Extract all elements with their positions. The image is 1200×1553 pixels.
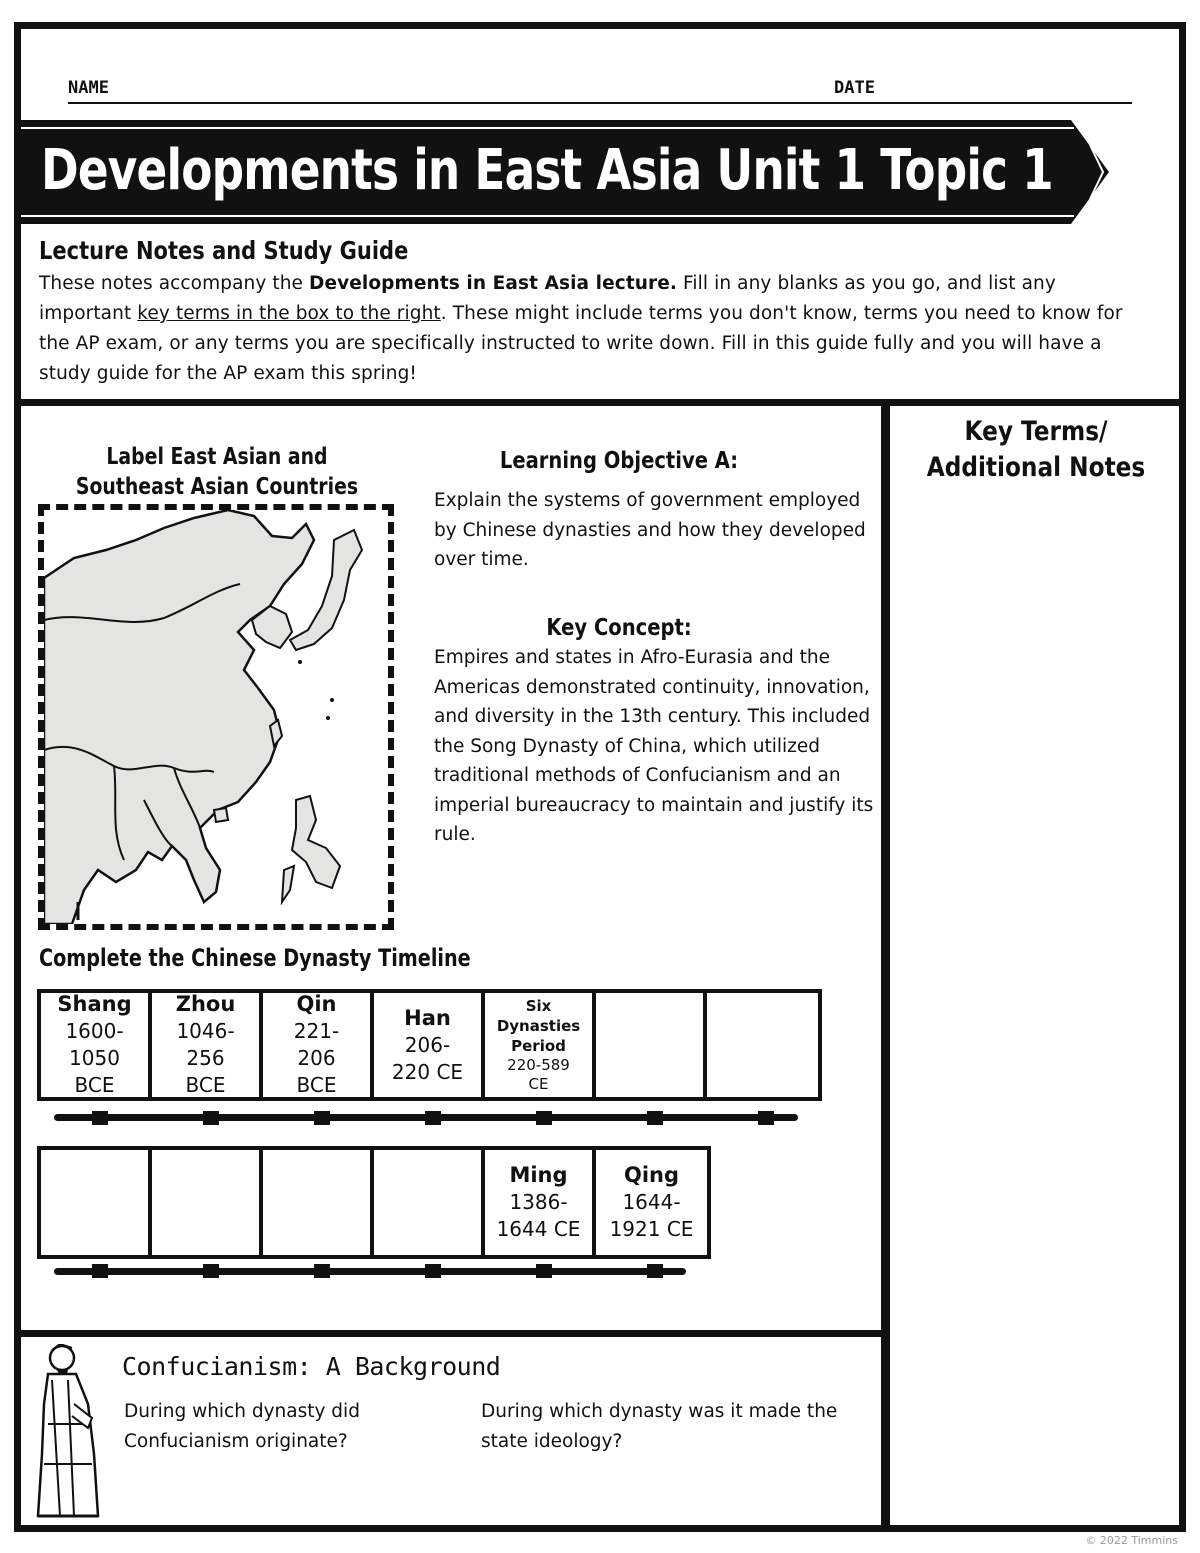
dynasty-name: Ming [509, 1163, 568, 1187]
dynasty-name: Period [511, 1037, 566, 1055]
timeline-tick [425, 1264, 441, 1278]
confucianism-heading: Confucianism: A Background [122, 1352, 501, 1381]
dynasty-cell-blank[interactable] [263, 1150, 374, 1255]
dynasty-dates: BCE [74, 1073, 115, 1097]
learning-objective-text: Explain the systems of government employed by Chinese dynasties and how they developed over time. [434, 490, 866, 570]
dynasty-dates: 220-589 [507, 1056, 570, 1074]
dynasty-dates: 1644- [622, 1190, 681, 1214]
timeline-tick [425, 1111, 441, 1125]
sidebar-divider [881, 406, 890, 1525]
question-state-ideology: During which dynasty was it made the state ideology? [481, 1401, 838, 1452]
dynasty-dates: 220 CE [391, 1059, 464, 1084]
title-banner [21, 120, 1111, 224]
dynasty-dates: 221- [293, 1019, 340, 1043]
dynasty-cell-han [374, 993, 485, 1097]
dynasty-cell-blank[interactable] [707, 993, 818, 1097]
page-title: Developments in East Asia Unit 1 Topic 1 [41, 138, 1053, 203]
dynasty-dates: 1644 CE [496, 1217, 581, 1241]
question-origin: During which dynasty did Confucianism originate? [124, 1401, 360, 1452]
dynasty-dates: BCE [296, 1073, 337, 1097]
key-concept-heading: Key Concept: [546, 615, 692, 641]
dynasty-dates: 1050 [69, 1046, 120, 1070]
dynasty-cell-zhou [152, 993, 263, 1097]
copyright: © 2022 Timmins [1085, 1534, 1178, 1547]
dynasty-cell-blank[interactable] [596, 993, 707, 1097]
divider [21, 399, 1179, 406]
dynasty-name: Dynasties [496, 1017, 581, 1035]
dynasty-cell-qin [263, 993, 374, 1097]
dynasty-dates: 1386- [509, 1190, 568, 1214]
timeline-tick [203, 1111, 219, 1125]
dynasty-cell-blank[interactable] [374, 1150, 485, 1255]
dynasty-cell-qing [596, 1150, 707, 1255]
timeline-tick [314, 1264, 330, 1278]
key-concept-text: Empires and states in Afro-Eurasia and the Americas demonstrated continuity, innovation, and diversity in the 13th century. This included the Song Dynasty of China, which utilized traditional methods of Confucianism and an imperial bureaucracy to maintain and justify its rule. [434, 647, 874, 845]
dynasty-dates: 206- [404, 1032, 451, 1057]
east-asia-map [38, 504, 394, 930]
learning-objective-heading: Learning Objective A: [499, 448, 739, 474]
dynasty-cell-blank[interactable] [152, 1150, 263, 1255]
key-concept [434, 615, 874, 850]
dynasty-cell-blank[interactable] [41, 1150, 152, 1255]
timeline-row-1 [37, 989, 822, 1101]
map-heading: Label East Asian and Southeast Asian Countries [75, 444, 359, 500]
dynasty-name: Shang [57, 992, 132, 1016]
learning-objective [434, 448, 874, 575]
timeline-tick [758, 1111, 774, 1125]
dynasty-dates: 1921 CE [609, 1217, 694, 1241]
confucius-figure [34, 1344, 106, 1526]
key-terms-heading: Key Terms/ Additional Notes [926, 416, 1146, 483]
timeline-heading: Complete the Chinese Dynasty Timeline [39, 944, 471, 972]
name-label: NAME [68, 78, 109, 98]
dynasty-dates: 206 [297, 1046, 336, 1070]
divider [21, 1330, 882, 1337]
dynasty-dates: CE [528, 1075, 549, 1093]
timeline-tick [647, 1111, 663, 1125]
dynasty-name: Six [525, 997, 552, 1015]
dynasty-cell-ming [485, 1150, 596, 1255]
timeline-tick [314, 1111, 330, 1125]
timeline-tick [92, 1111, 108, 1125]
timeline-tick [647, 1264, 663, 1278]
dynasty-name: Qing [623, 1163, 680, 1187]
timeline-tick [92, 1264, 108, 1278]
dynasty-cell-shang [41, 993, 152, 1097]
timeline-tick [536, 1264, 552, 1278]
name-date-line[interactable] [68, 78, 1132, 104]
dynasty-dates: 1600- [65, 1019, 124, 1043]
timeline-row-2 [37, 1146, 711, 1259]
intro-paragraph: These notes accompany the Developments in East Asia lecture. Fill in any blanks as you go, and list any important key terms in the box to the right. These might include terms you don't know, terms you need to know for the AP exam, or any terms you are specifically instructed to write down. Fill in this guide fully and you will have a study guide for the AP exam this spring! [39, 273, 1123, 384]
dynasty-name: Han [404, 1005, 451, 1030]
timeline-axis-2 [54, 1268, 686, 1275]
dynasty-name: Zhou [175, 992, 236, 1016]
dynasty-dates: 256 [186, 1046, 225, 1070]
intro-heading: Lecture Notes and Study Guide [39, 236, 409, 265]
dynasty-cell-six [485, 993, 596, 1097]
dynasty-dates: 1046- [176, 1019, 235, 1043]
intro-section [39, 236, 1149, 389]
timeline-tick [203, 1264, 219, 1278]
dynasty-name: Qin [296, 992, 337, 1016]
timeline-tick [536, 1111, 552, 1125]
date-label: DATE [834, 78, 875, 98]
dynasty-dates: BCE [185, 1073, 226, 1097]
